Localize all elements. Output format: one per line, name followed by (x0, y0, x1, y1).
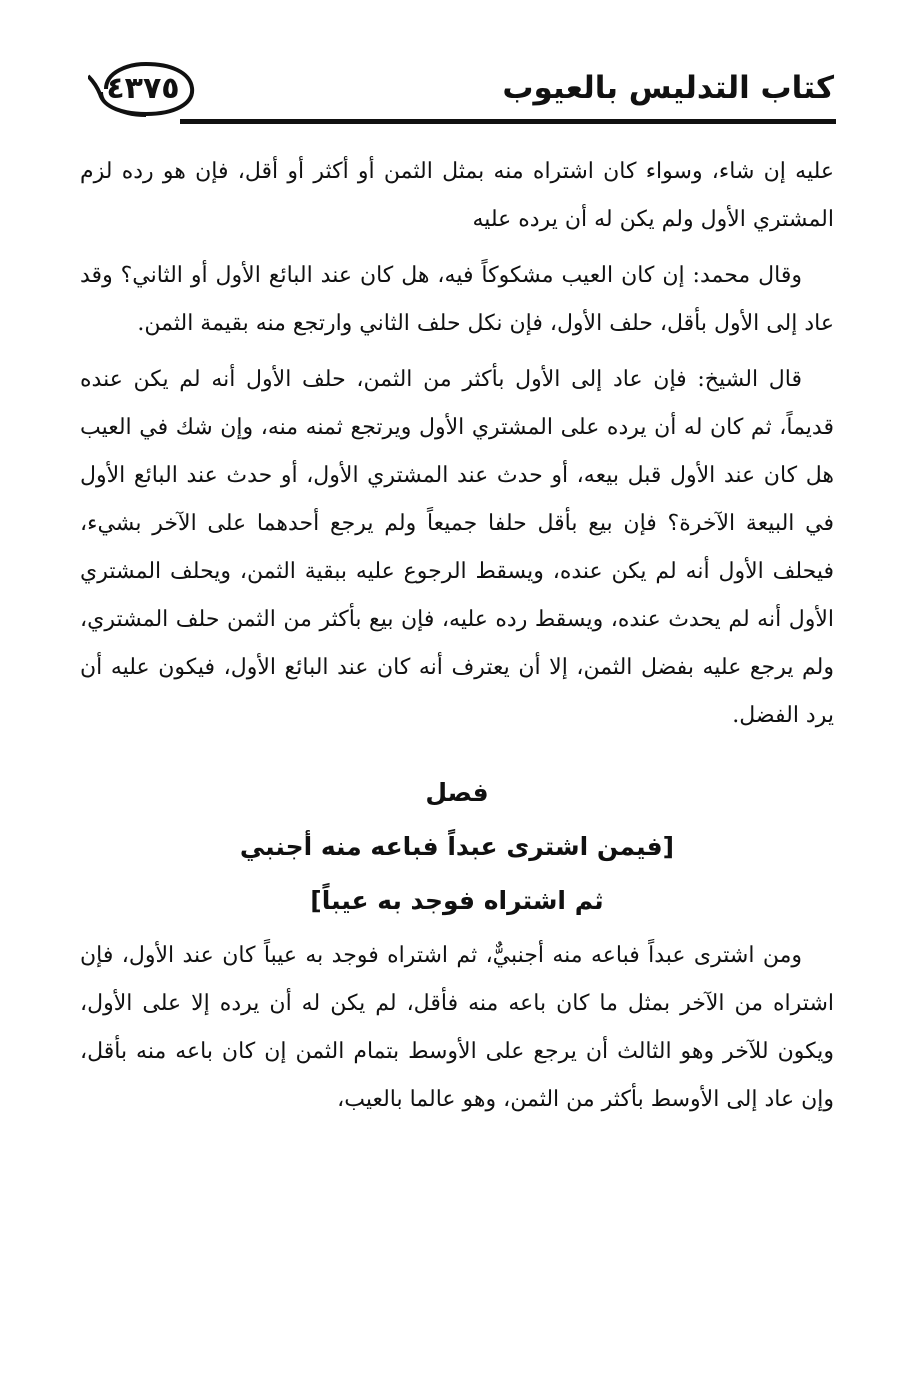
paragraph: ومن اشترى عبداً فباعه منه أجنبيٌّ، ثم اشتراه فوجد به عيباً كان عند الأول، فإن اشتراه من الآخر بمثل ما كان باعه منه فأقل، لم يكن له أن يرده إلا على الأول، ويكون للآخر وهو الثالث أن يرجع على الأوسط بتمام الثمن إن كان باعه منه بأقل، وإن عاد إلى الأوسط بأكثر من الثمن، وهو عالما بالعيب، (80, 943, 834, 1112)
section-title-line-2: ثم اشتراه فوجد به عيباً] (310, 886, 604, 915)
page-number: ٤٣٧٥ (106, 71, 180, 106)
section-heading (80, 766, 834, 928)
paragraph: قال الشيخ: فإن عاد إلى الأول بأكثر من الثمن، حلف الأول أنه لم يكن عنده قديماً، ثم كان له أن يرده على المشتري الأول ويرتجع ثمنه منه، وإن شك في العيب هل كان عند الأول قبل بيعه، أو حدث عند المشتري الأول، أو حدث عند البائع الأول في البيعة الآخرة؟ فإن بيع بأقل حلفا جميعاً ولم يرجع أحدهما على الآخر بشيء، فيحلف الأول أنه لم يكن عنده، ويسقط الرجوع عليه ببقية الثمن، ويحلف المشتري الأول أنه لم يحدث عنده، ويسقط رده عليه، فإن بيع بأكثر من الثمن حلف المشتري، ولم يرجع عليه بفضل الثمن، إلا أن يعترف أنه كان عند البائع الأول، فيكون عليه أن يرد الفضل. (80, 367, 834, 728)
page-number-badge (88, 58, 198, 120)
page-header (0, 0, 920, 140)
body-text (80, 148, 834, 1132)
section-title-line-1: [فيمن اشترى عبداً فباعه منه أجنبي (239, 832, 675, 861)
section-label: فصل (425, 778, 489, 807)
book-title: كتاب التدليس بالعيوب (502, 70, 834, 106)
header-rule (180, 119, 836, 124)
paragraph: عليه إن شاء، وسواء كان اشتراه منه بمثل الثمن أو أكثر أو أقل، فإن هو رده لزم المشتري الأول ولم يكن له أن يرده عليه (80, 159, 834, 232)
paragraph: وقال محمد: إن كان العيب مشكوكاً فيه، هل كان عند البائع الأول أو الثاني؟ وقد عاد إلى الأول بأقل، حلف الأول، فإن نكل حلف الثاني وارتجع منه بقيمة الثمن. (80, 263, 834, 336)
